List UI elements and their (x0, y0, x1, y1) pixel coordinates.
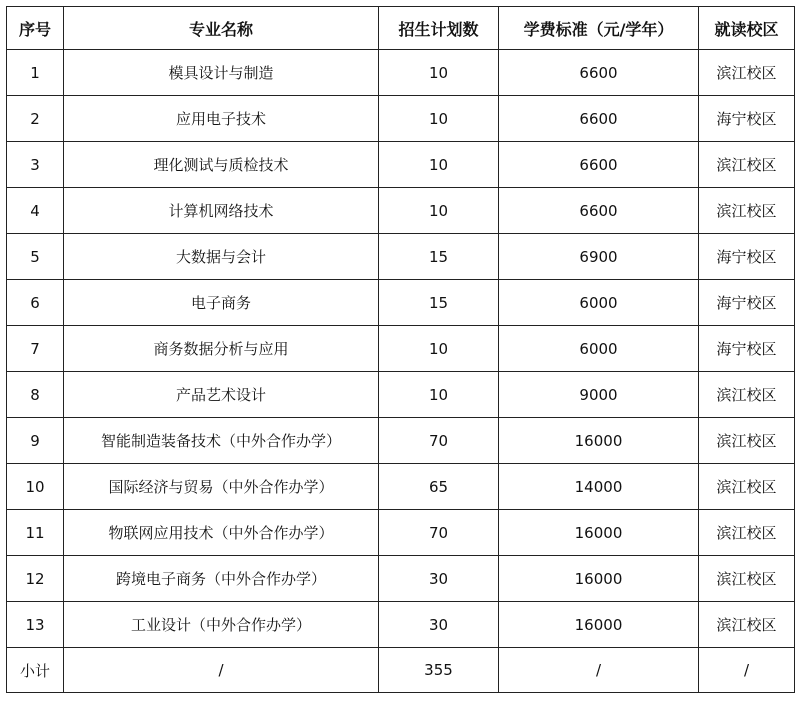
cell-campus: 滨江校区 (699, 602, 795, 648)
cell-fee: 6600 (499, 50, 699, 96)
cell-major: 国际经济与贸易（中外合作办学） (64, 464, 379, 510)
table-row (7, 96, 795, 142)
cell-plan: 30 (379, 556, 499, 602)
subtotal-cell-plan: 355 (379, 648, 499, 693)
cell-major: 电子商务 (64, 280, 379, 326)
header-campus: 就读校区 (699, 7, 795, 50)
cell-campus: 海宁校区 (699, 326, 795, 372)
cell-major: 智能制造装备技术（中外合作办学） (64, 418, 379, 464)
cell-major: 大数据与会计 (64, 234, 379, 280)
cell-campus: 滨江校区 (699, 464, 795, 510)
cell-campus: 滨江校区 (699, 372, 795, 418)
cell-fee: 16000 (499, 602, 699, 648)
cell-plan: 70 (379, 510, 499, 556)
cell-major: 计算机网络技术 (64, 188, 379, 234)
cell-fee: 16000 (499, 418, 699, 464)
cell-major: 工业设计（中外合作办学） (64, 602, 379, 648)
cell-plan: 10 (379, 50, 499, 96)
subtotal-row (7, 648, 795, 693)
cell-no: 5 (7, 234, 64, 280)
table-row (7, 142, 795, 188)
cell-no: 12 (7, 556, 64, 602)
cell-campus: 滨江校区 (699, 188, 795, 234)
header-plan: 招生计划数 (379, 7, 499, 50)
header-row (7, 7, 795, 50)
cell-plan: 10 (379, 96, 499, 142)
cell-plan: 70 (379, 418, 499, 464)
cell-fee: 6900 (499, 234, 699, 280)
cell-plan: 10 (379, 142, 499, 188)
header-fee: 学费标准（元/学年） (499, 7, 699, 50)
cell-fee: 9000 (499, 372, 699, 418)
cell-campus: 海宁校区 (699, 234, 795, 280)
cell-campus: 滨江校区 (699, 142, 795, 188)
cell-fee: 6000 (499, 326, 699, 372)
cell-campus: 滨江校区 (699, 556, 795, 602)
cell-major: 物联网应用技术（中外合作办学） (64, 510, 379, 556)
cell-campus: 滨江校区 (699, 50, 795, 96)
cell-no: 11 (7, 510, 64, 556)
subtotal-cell-no: 小计 (7, 648, 64, 693)
table-row (7, 234, 795, 280)
header-major: 专业名称 (64, 7, 379, 50)
table-row (7, 418, 795, 464)
cell-plan: 65 (379, 464, 499, 510)
cell-fee: 6600 (499, 96, 699, 142)
cell-plan: 30 (379, 602, 499, 648)
cell-campus: 滨江校区 (699, 418, 795, 464)
table-row (7, 280, 795, 326)
cell-no: 10 (7, 464, 64, 510)
cell-campus: 海宁校区 (699, 280, 795, 326)
enrollment-table (6, 6, 795, 693)
cell-major: 理化测试与质检技术 (64, 142, 379, 188)
table-row (7, 556, 795, 602)
cell-major: 产品艺术设计 (64, 372, 379, 418)
header-no: 序号 (7, 7, 64, 50)
table-row (7, 188, 795, 234)
cell-fee: 16000 (499, 510, 699, 556)
cell-plan: 15 (379, 234, 499, 280)
cell-no: 9 (7, 418, 64, 464)
subtotal-cell-campus: / (699, 648, 795, 693)
subtotal-cell-major: / (64, 648, 379, 693)
table-row (7, 464, 795, 510)
table-row (7, 326, 795, 372)
cell-plan: 10 (379, 372, 499, 418)
cell-no: 6 (7, 280, 64, 326)
cell-fee: 6000 (499, 280, 699, 326)
table-row (7, 510, 795, 556)
cell-plan: 10 (379, 326, 499, 372)
cell-fee: 14000 (499, 464, 699, 510)
cell-campus: 海宁校区 (699, 96, 795, 142)
cell-fee: 6600 (499, 142, 699, 188)
table-row (7, 50, 795, 96)
cell-major: 应用电子技术 (64, 96, 379, 142)
cell-plan: 10 (379, 188, 499, 234)
cell-no: 13 (7, 602, 64, 648)
cell-campus: 滨江校区 (699, 510, 795, 556)
cell-major: 模具设计与制造 (64, 50, 379, 96)
cell-no: 2 (7, 96, 64, 142)
cell-major: 跨境电子商务（中外合作办学） (64, 556, 379, 602)
cell-no: 7 (7, 326, 64, 372)
cell-no: 3 (7, 142, 64, 188)
subtotal-cell-fee: / (499, 648, 699, 693)
cell-no: 1 (7, 50, 64, 96)
cell-fee: 16000 (499, 556, 699, 602)
cell-plan: 15 (379, 280, 499, 326)
table-body (7, 50, 795, 693)
table-row (7, 372, 795, 418)
table-row (7, 602, 795, 648)
cell-no: 8 (7, 372, 64, 418)
cell-fee: 6600 (499, 188, 699, 234)
cell-major: 商务数据分析与应用 (64, 326, 379, 372)
cell-no: 4 (7, 188, 64, 234)
